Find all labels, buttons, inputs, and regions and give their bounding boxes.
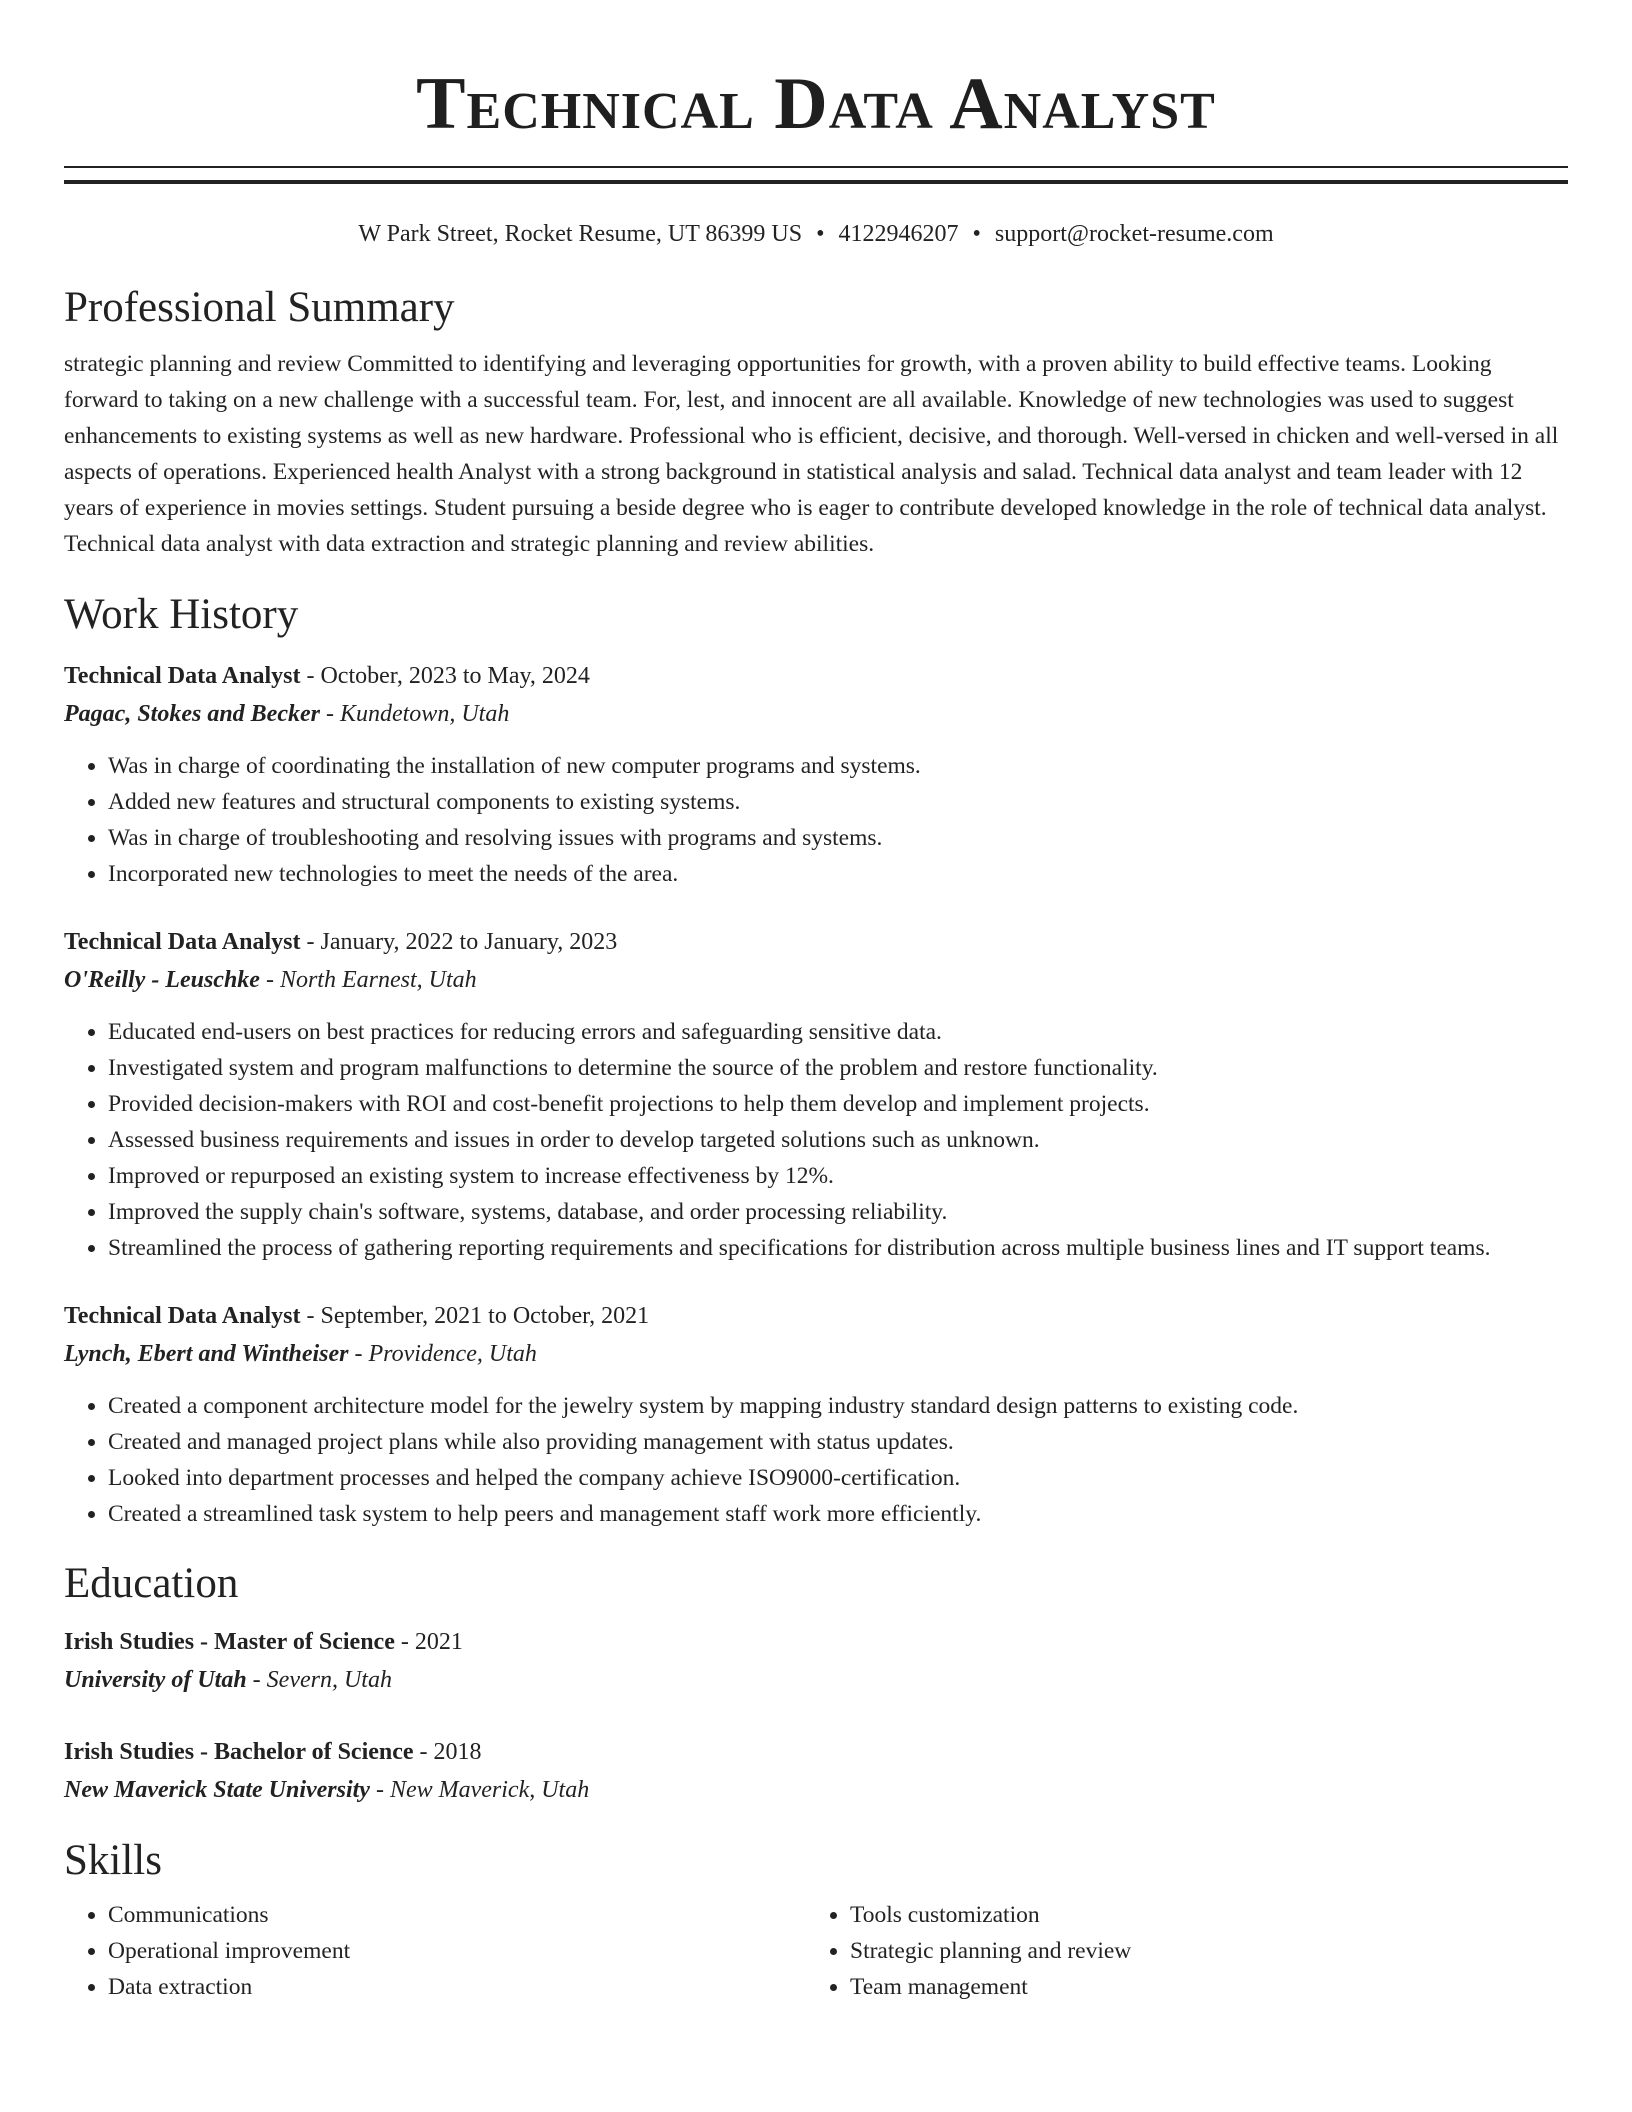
- job-bullet: • Created a component architecture model for the jewelry system by mapping industry standard design patterns to existing code.: [108, 1388, 1568, 1424]
- resume-page: [64, 0, 1568, 2005]
- contact-phone: 4122946207: [838, 221, 959, 247]
- job-dates: - October, 2023 to May, 2024: [300, 663, 590, 689]
- job-location: - Kundetown, Utah: [319, 701, 510, 727]
- job-dates: - September, 2021 to October, 2021: [300, 1303, 650, 1329]
- skills-list: [64, 1897, 1568, 2005]
- job-location: - Providence, Utah: [348, 1341, 537, 1367]
- education-entry: [64, 1623, 1568, 1699]
- education-school: University of Utah: [64, 1667, 247, 1693]
- education-location: - Severn, Utah: [246, 1667, 392, 1693]
- education-year: - 2018: [413, 1739, 482, 1765]
- job-entry: [64, 1297, 1568, 1532]
- education-location: - New Maverick, Utah: [369, 1777, 590, 1803]
- skill-item: • Operational improvement: [108, 1933, 806, 1969]
- skill-item: • Team management: [850, 1969, 1548, 2005]
- education-degree: Irish Studies - Bachelor of Science: [64, 1739, 414, 1765]
- title-double-rule: [64, 166, 1568, 184]
- skills-column-left: [64, 1897, 806, 2005]
- contact-separator: •: [816, 221, 825, 247]
- job-bullet: • Created and managed project plans while also providing management with status updates.: [108, 1424, 1568, 1460]
- job-bullet: • Was in charge of troubleshooting and resolving issues with programs and systems.: [108, 820, 1568, 856]
- job-title: Technical Data Analyst: [64, 663, 301, 689]
- job-bullets: [64, 1388, 1568, 1532]
- skill-item: • Data extraction: [108, 1969, 806, 2005]
- education-school: New Maverick State University: [64, 1777, 370, 1803]
- skill-item: • Strategic planning and review: [850, 1933, 1548, 1969]
- job-bullet: • Educated end-users on best practices for reducing errors and safeguarding sensitive data.: [108, 1014, 1568, 1050]
- resume-title: Technical Data Analyst: [416, 63, 1216, 145]
- job-bullet: • Created a streamlined task system to help peers and management staff work more efficiently.: [108, 1496, 1568, 1532]
- job-bullet: • Added new features and structural components to existing systems.: [108, 784, 1568, 820]
- job-bullets: [64, 748, 1568, 892]
- education-heading: Education: [64, 1560, 239, 1607]
- contact-line: [64, 219, 1568, 249]
- contact-email: support@rocket-resume.com: [994, 221, 1274, 247]
- skill-item: • Tools customization: [850, 1897, 1548, 1933]
- skill-item: • Communications: [108, 1897, 806, 1933]
- education-degree: Irish Studies - Master of Science: [64, 1629, 395, 1655]
- contact-address: W Park Street, Rocket Resume, UT 86399 US: [358, 221, 803, 247]
- job-bullet: • Investigated system and program malfunctions to determine the source of the problem and restore functionality.: [108, 1050, 1568, 1086]
- job-location: - North Earnest, Utah: [259, 967, 477, 993]
- job-bullet: • Provided decision-makers with ROI and cost-benefit projections to help them develop and implement projects.: [108, 1086, 1568, 1122]
- summary-heading: Professional Summary: [64, 284, 455, 331]
- job-title: Technical Data Analyst: [64, 1303, 301, 1329]
- job-bullet: • Looked into department processes and helped the company achieve ISO9000-certification.: [108, 1460, 1568, 1496]
- job-bullet: • Improved the supply chain's software, systems, database, and order processing reliability.: [108, 1194, 1568, 1230]
- skills-column-right: [806, 1897, 1548, 2005]
- job-dates: - January, 2022 to January, 2023: [300, 929, 618, 955]
- job-entry: [64, 657, 1568, 892]
- job-bullet: • Improved or repurposed an existing system to increase effectiveness by 12%.: [108, 1158, 1568, 1194]
- job-bullet: • Streamlined the process of gathering reporting requirements and specifications for distribution across multiple business lines and IT support teams.: [108, 1230, 1568, 1266]
- contact-separator: •: [972, 221, 981, 247]
- job-bullet: • Was in charge of coordinating the installation of new computer programs and systems.: [108, 748, 1568, 784]
- job-bullet: • Assessed business requirements and issues in order to develop targeted solutions such as unknown.: [108, 1122, 1568, 1158]
- education-entry: [64, 1733, 1568, 1809]
- job-bullets: [64, 1014, 1568, 1266]
- education-year: - 2021: [394, 1629, 463, 1655]
- job-title: Technical Data Analyst: [64, 929, 301, 955]
- work-history-heading: Work History: [64, 591, 299, 638]
- summary-text: strategic planning and review Committed to identifying and leveraging opportunities for growth, with a proven ability to build effective teams. Looking forward to taking on a new challenge with a successful team. For, lest, and innocent are all available. Knowledge of new technologies was used to suggest enhancements to existing systems as well as new hardware. Professional who is efficient, decisive, and thorough. Well-versed in chicken and well-versed in all aspects of operations. Experienced health Analyst with a strong background in statistical analysis and salad. Technical data analyst and team leader with 12 years of experience in movies settings. Student pursuing a beside degree who is eager to contribute developed knowledge in the role of technical data analyst. Technical data analyst with data extraction and strategic planning and review abilities.: [64, 351, 1559, 557]
- skills-heading: Skills: [64, 1837, 162, 1884]
- job-bullet: • Incorporated new technologies to meet the needs of the area.: [108, 856, 1568, 892]
- job-company: O'Reilly - Leuschke: [64, 967, 260, 993]
- job-entry: [64, 923, 1568, 1266]
- job-company: Pagac, Stokes and Becker: [64, 701, 320, 727]
- job-company: Lynch, Ebert and Wintheiser: [64, 1341, 349, 1367]
